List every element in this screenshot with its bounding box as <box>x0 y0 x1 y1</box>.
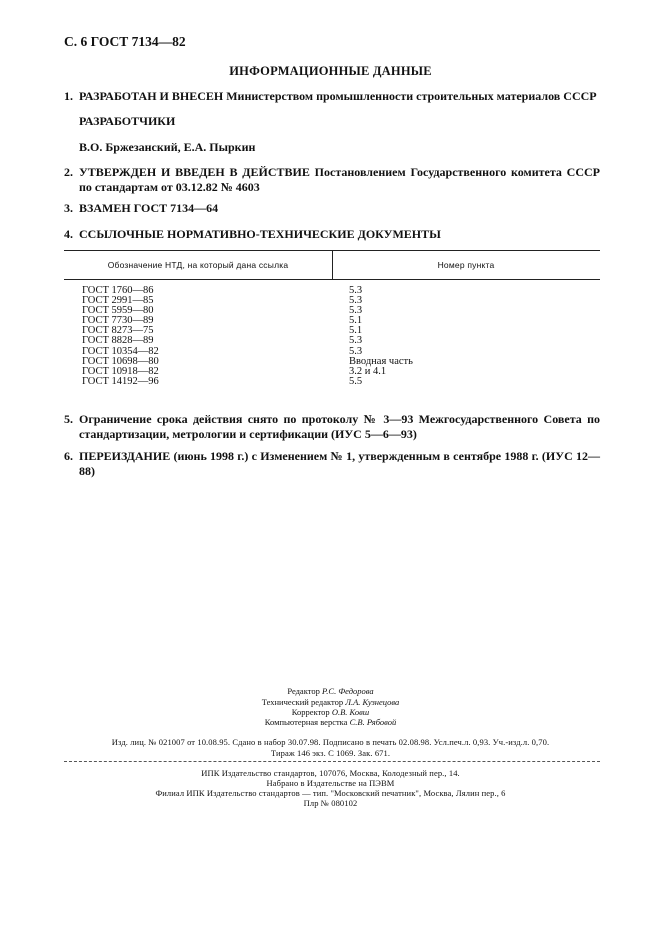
credit-proofreader <box>0 707 661 717</box>
reference-documents-table <box>64 250 600 387</box>
item-validity <box>64 412 600 441</box>
item-references <box>64 227 600 242</box>
cell-document: ГОСТ 8273—75 <box>82 325 154 337</box>
print-run-info: Тираж 146 экз. С 1069. Зак. 671. <box>270 748 391 758</box>
cell-document: ГОСТ 5959—80 <box>82 305 154 317</box>
plr-number: Плр № 080102 <box>303 798 358 808</box>
developers-label: РАЗРАБОТЧИКИ <box>79 114 176 128</box>
cell-clause: 5.3 <box>349 335 363 347</box>
credit-role: Компьютерная верстка <box>264 717 350 727</box>
cell-clause: Вводная часть <box>349 355 413 367</box>
credit-name: С.В. Рябовой <box>349 717 397 727</box>
item-text: Постановлением Государственного комитета СССР по стандартам от 03.12.82 № 4603 <box>79 165 600 194</box>
publisher-address: ИПК Издательство стандартов, 107076, Москва, Колодезный пер., 14. <box>201 768 460 778</box>
developers-names: В.О. Бржезанский, Е.А. Пыркин <box>79 140 256 154</box>
document-title: ИНФОРМАЦИОННЫЕ ДАННЫЕ <box>229 64 432 78</box>
item-heading: ПЕРЕИЗДАНИЕ <box>79 449 171 463</box>
credit-name: О.В. Ковш <box>331 707 370 717</box>
license-info: Изд. лиц. № 021007 от 10.08.95. Сдано в набор 30.07.98. Подписано в печать 02.08.98. Усл.печ.л. 0,93. Уч.-изд.л. 0,70. <box>111 737 550 747</box>
item-text: ССЫЛОЧНЫЕ НОРМАТИВНО-ТЕХНИЧЕСКИЕ ДОКУМЕНТЫ <box>79 227 441 241</box>
item-heading: РАЗРАБОТАН И ВНЕСЕН <box>79 89 224 103</box>
cell-document: ГОСТ 1760—86 <box>82 285 154 296</box>
cell-clause: 5.3 <box>349 285 363 296</box>
item-approved <box>64 165 600 194</box>
page-header: С. 6 ГОСТ 7134—82 <box>64 34 186 49</box>
item-developed-by <box>64 89 600 104</box>
column-header-document: Обозначение НТД, на который дана ссылка <box>107 260 289 270</box>
cell-clause: 3.2 и 4.1 <box>349 365 387 377</box>
typeset-info: Набрано в Издательстве на ПЭВМ <box>266 778 395 788</box>
credit-name: Р.С. Федорова <box>321 686 374 696</box>
credit-role: Редактор <box>287 686 322 696</box>
item-text: Ограничение срока действия снято по протоколу № 3—93 Межгосударственного Совета по стандартизации, метрологии и сертификации (ИУС 5—6—93) <box>79 412 600 441</box>
item-reissue <box>64 449 600 478</box>
printer-info: Филиал ИПК Издательство стандартов — тип. "Московский печатник", Москва, Лялин пер., 6 <box>155 788 506 798</box>
cell-clause: 5.3 <box>349 345 363 357</box>
cell-clause: 5.5 <box>349 375 363 387</box>
cell-clause: 5.1 <box>349 315 363 327</box>
credit-role: Технический редактор <box>261 697 346 707</box>
credit-layout <box>0 717 661 727</box>
cell-clause: 5.1 <box>349 325 363 337</box>
credit-role: Корректор <box>291 707 332 717</box>
item-number: 3. <box>64 201 73 215</box>
divider-line <box>64 761 600 762</box>
item-number: 6. <box>64 449 73 463</box>
cell-clause: 5.3 <box>349 305 363 317</box>
cell-document: ГОСТ 8828—89 <box>82 335 154 347</box>
cell-document: ГОСТ 10354—82 <box>82 345 159 357</box>
cell-document: ГОСТ 10918—82 <box>82 365 159 377</box>
cell-document: ГОСТ 14192—96 <box>82 375 159 387</box>
credit-editor <box>0 686 661 696</box>
table-row <box>64 377 600 387</box>
table-body <box>64 280 600 387</box>
item-text: ВЗАМЕН ГОСТ 7134—64 <box>79 201 219 215</box>
column-header-clause: Номер пункта <box>437 260 495 270</box>
credit-tech-editor <box>0 697 661 707</box>
table-header-row <box>64 251 600 280</box>
item-number: 1. <box>64 89 73 103</box>
item-number: 4. <box>64 227 73 241</box>
item-number: 5. <box>64 412 73 426</box>
item-replaces <box>64 201 600 216</box>
cell-clause: 5.3 <box>349 295 363 307</box>
cell-document: ГОСТ 2991—85 <box>82 295 154 307</box>
credit-name: Л.А. Кузнецова <box>345 697 400 707</box>
item-heading: УТВЕРЖДЕН И ВВЕДЕН В ДЕЙСТВИЕ <box>79 165 310 179</box>
item-number: 2. <box>64 165 73 179</box>
item-text: (июнь 1998 г.) с Изменением № 1, утвержденным в сентябре 1988 г. (ИУС 12—88) <box>79 449 600 478</box>
cell-document: ГОСТ 7730—89 <box>82 315 154 327</box>
cell-document: ГОСТ 10698—80 <box>82 355 159 367</box>
item-text: Министерством промышленности строительных материалов СССР <box>223 89 597 103</box>
